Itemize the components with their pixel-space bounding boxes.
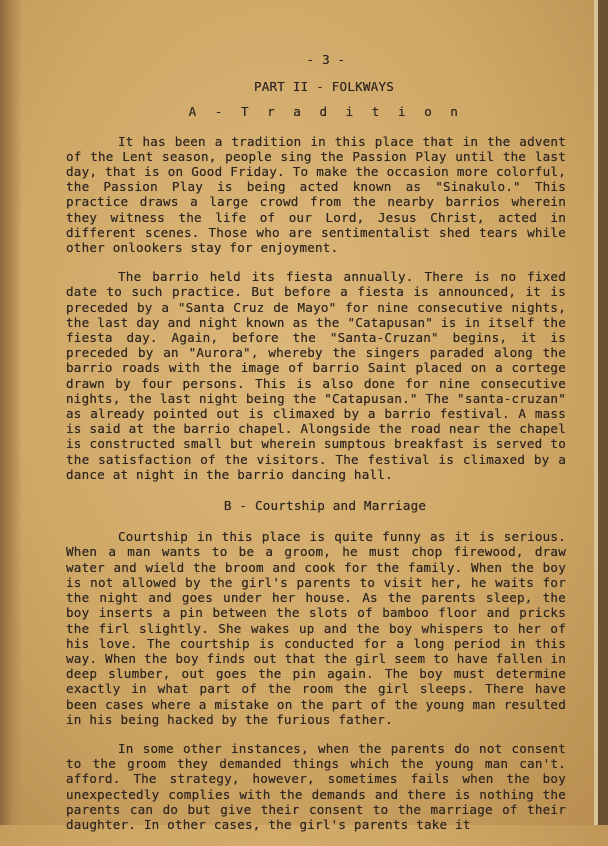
document-page: [66, 52, 566, 846]
page-left-edge: [0, 0, 22, 825]
section-a-paragraph-2: The barrio held its fiesta annually. There is no fixed date to such practice. But before a fiesta is announced, it is preceded by a "Santa Cruz de Mayo" for nine consecutive nights, the last day and night known as the "Catapusan" is in itself the fiesta day. Again, before the "Santa-Cruzan" begins, it is preceded by an "Aurora", whereby the singers paraded along the barrio roads with the image of barrio Saint placed on a cortege drawn by four persons. This is also done for nine consecutive nights, the last night being the "Catapusan." The "santa-cruzan" as already pointed out is climaxed by a barrio festival. A mass is said at the barrio chapel. Alongside the road near the chapel is constructed small but wherein sumptous breakfast is served to the satisfaction of the visitors. The festival is climaxed by a dance at night in the barrio dancing hall.: [66, 269, 566, 482]
section-b-title: B - Courtship and Marriage: [223, 498, 427, 514]
part-title: PART II - FOLKWAYS: [253, 79, 395, 95]
section-a-title: A - T r a d i t i o n: [188, 104, 464, 120]
section-b-paragraph-2: In some other instances, when the parents do not consent to the groom they demanded things which the young man can't. afford. The strategy, however, sometimes fails when the boy unexpectedly complies with the demands and there is nothing the parents can do but give their consent to the marriage of their daughter. In other cases, the girl's parents take it: [66, 740, 566, 832]
page-right-edge: [598, 0, 608, 825]
section-b-paragraph-1: Courtship in this place is quite funny as it is serious. When a man wants to be a groom, he must chop firewood, draw water and wield the broom and cook for the family. When the boy is not allowed by the girl's parents to visit her, he waits for the night and goes under her house. As the parents sleep, the boy inserts a pin between the slots of bamboo floor and pricks the firl slightly. She wakes up and the boy whispers to her of his love. The courtship is conducted for a long period in this way. When the boy finds out that the girl seem to have fallen in deep slumber, out goes the pin again. The boy must determine exactly in what part of the room the girl sleeps. There have been cases where a mistake on the part of the young man resulted in his being hacked by the furious father.: [66, 529, 566, 727]
page-number: - 3 -: [306, 52, 346, 67]
section-a-paragraph-1: It has been a tradition in this place that in the advent of the Lent season, people sing the Passion Play until the last day, that is on Good Friday. To make the occasion more colorful, the Passion Play is being acted known as "Sinakulo." This practice draws a large crowd from the nearby barrios wherein they witness the life of our Lord, Jesus Christ, acted in different scenes. Those who are sentimentalist shed tears while other onlookers stay for enjoyment.: [66, 133, 566, 256]
